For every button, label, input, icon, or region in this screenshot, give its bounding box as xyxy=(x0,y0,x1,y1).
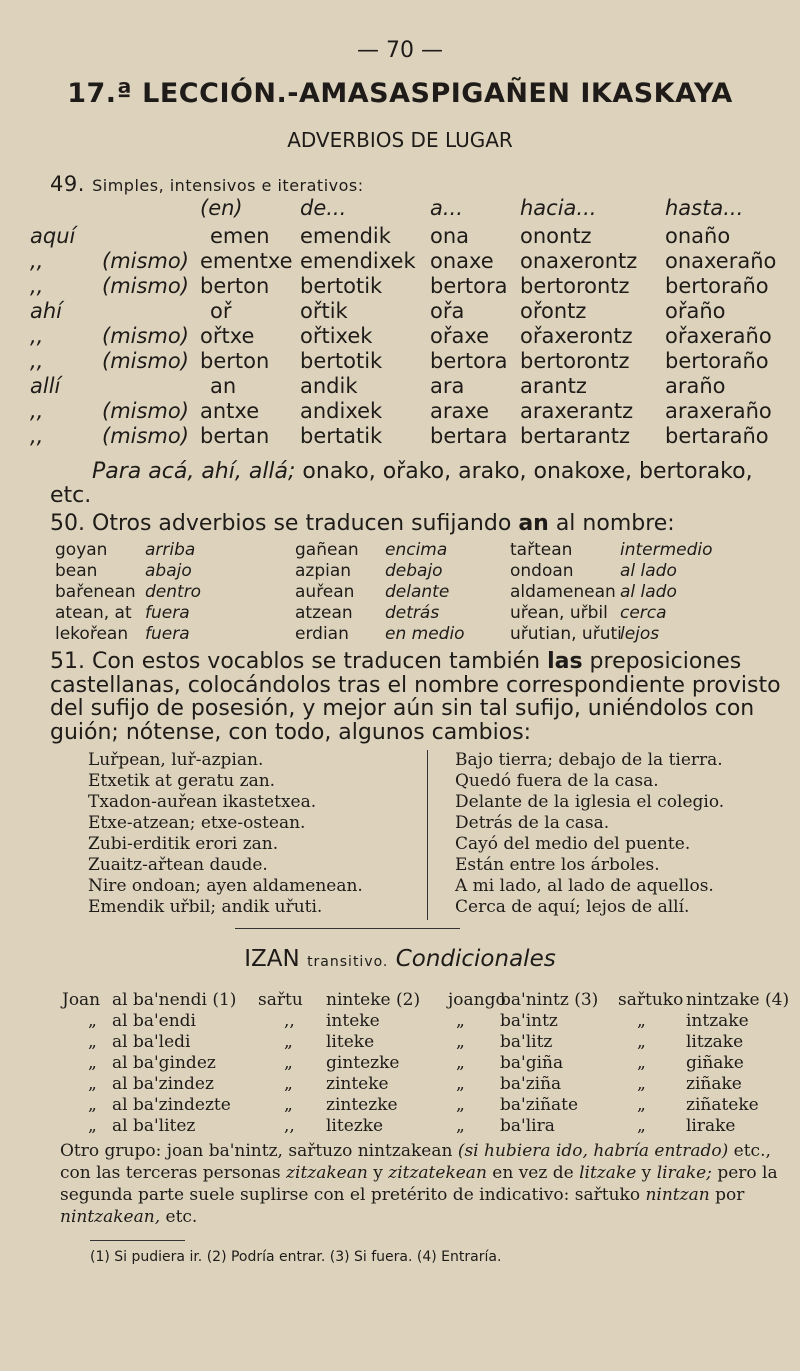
adverb-cell: bertorontz xyxy=(520,349,630,373)
note-italic: nintzakean, xyxy=(60,1207,161,1227)
adverb-cell: bertoraño xyxy=(665,349,769,373)
glossary-spanish: encima xyxy=(385,540,448,560)
conjugation-cell: „ xyxy=(88,1032,97,1052)
header-cell: (en) xyxy=(200,196,243,220)
conjugation-cell: al ba'gindez xyxy=(112,1053,216,1073)
conjugation-cell: al ba'nendi (1) xyxy=(112,990,237,1010)
adverb-cell: ořaxe xyxy=(430,324,490,348)
adverb-qualifier: (mismo) xyxy=(102,349,189,373)
conjugation-cell: gintezke xyxy=(326,1053,400,1073)
conjugation-cell: ba'giña xyxy=(500,1053,564,1073)
conjugation-cell: ziñateke xyxy=(686,1095,759,1115)
note-text: en vez de xyxy=(486,1163,580,1183)
adverb-cell: onaxe xyxy=(430,249,494,273)
adverb-location-label: ahí xyxy=(30,299,63,323)
conjugation-cell: litezke xyxy=(326,1116,384,1136)
conjugation-cell: „ xyxy=(637,1074,646,1094)
adverb-row xyxy=(30,324,790,349)
glossary-spanish: en medio xyxy=(385,624,465,644)
adverb-cell: berton xyxy=(200,274,270,298)
conjugation-cell: „ xyxy=(637,1116,646,1136)
glossary-basque: goyan xyxy=(55,540,108,560)
adverb-qualifier: (mismo) xyxy=(102,274,189,298)
adverb-cell: ořontz xyxy=(520,299,587,323)
adverb-cell: emendixek xyxy=(300,249,416,273)
adverb-cell: antxe xyxy=(200,399,260,423)
adverb-row xyxy=(30,249,790,274)
lesson-title: 17.ª LECCIÓN.-AMASASPIGAÑEN IKASKAYA xyxy=(67,78,733,109)
conjugation-cell: „ xyxy=(88,1011,97,1031)
izan-italic: Condicionales xyxy=(395,946,556,972)
glossary-basque: lekořean xyxy=(55,624,129,644)
footnote-rule xyxy=(90,1240,185,1241)
adverb-cell: bertatik xyxy=(300,424,383,448)
conjugation-cell: „ xyxy=(637,1095,646,1115)
note-italic: lirake; xyxy=(656,1163,712,1183)
section-divider xyxy=(235,928,460,929)
glossary-basque: aldamenean xyxy=(510,582,616,602)
adverb-cell: ořtixek xyxy=(300,324,373,348)
conjugation-cell: ninteke (2) xyxy=(326,990,421,1010)
page-number: — 70 — xyxy=(357,38,443,63)
adverb-cell: arantz xyxy=(520,374,587,398)
example-spanish: Cerca de aquí; lejos de allí. xyxy=(455,897,690,917)
adverb-location-label: ,, xyxy=(30,324,44,348)
conjugation-cell: sařtu xyxy=(258,990,303,1010)
adverb-qualifier: (mismo) xyxy=(102,424,189,448)
conjugation-cell: ba'lira xyxy=(500,1116,555,1136)
example-spanish: Quedó fuera de la casa. xyxy=(455,771,659,791)
izan-word: IZAN xyxy=(244,946,300,972)
example-basque: Etxe-atzean; etxe-ostean. xyxy=(88,813,306,833)
example-basque: Zubi-erditik erori zan. xyxy=(88,834,279,854)
glossary-spanish: intermedio xyxy=(620,540,713,560)
adverb-cell: araxeraño xyxy=(665,399,772,423)
section-50-bold: an xyxy=(518,511,549,536)
conjugation-cell: „ xyxy=(637,1053,646,1073)
adverb-cell: oř xyxy=(210,299,232,323)
section-51-paragraph xyxy=(50,650,795,744)
section-50-paragraph xyxy=(50,512,795,536)
adverb-qualifier: (mismo) xyxy=(102,324,189,348)
conjugation-cell: „ xyxy=(456,1074,465,1094)
adverb-cell: araxe xyxy=(430,399,490,423)
conjugation-cell: „ xyxy=(456,1032,465,1052)
glossary-basque: gañean xyxy=(295,540,359,560)
note-text: por xyxy=(709,1185,745,1205)
adverb-cell: ořtxe xyxy=(200,324,255,348)
adverb-location-label: ,, xyxy=(30,274,44,298)
adverb-cell: emendik xyxy=(300,224,391,248)
conjugation-cell: „ xyxy=(284,1053,293,1073)
examples-divider xyxy=(427,750,428,920)
section-49-number: 49. xyxy=(50,172,85,196)
note-paragraph xyxy=(60,1140,800,1228)
adverb-cell: ořa xyxy=(430,299,465,323)
adverb-cell: ona xyxy=(430,224,470,248)
adverb-row xyxy=(30,299,790,324)
conjugation-cell: „ xyxy=(637,1011,646,1031)
note-text: y xyxy=(367,1163,389,1183)
conjugation-cell: „ xyxy=(456,1011,465,1031)
glossary-basque: uřean, uřbil xyxy=(510,603,608,623)
adverb-cell: bertora xyxy=(430,349,508,373)
adverb-cell: ořtik xyxy=(300,299,348,323)
conjugation-cell: „ xyxy=(88,1074,97,1094)
conjugation-cell: al ba'zindezte xyxy=(112,1095,231,1115)
conjugation-cell: Joan xyxy=(62,990,101,1010)
adverb-row xyxy=(30,349,790,374)
section-50-number: 50. xyxy=(50,511,85,536)
conjugation-cell: „ xyxy=(88,1053,97,1073)
conjugation-cell: ba'ziñate xyxy=(500,1095,579,1115)
adverb-qualifier: (mismo) xyxy=(102,249,189,273)
adverb-cell: andixek xyxy=(300,399,383,423)
conjugation-cell: ba'nintz (3) xyxy=(500,990,599,1010)
adverb-cell: ořaxerontz xyxy=(520,324,633,348)
conjugation-cell: „ xyxy=(456,1053,465,1073)
adverb-qualifier: (mismo) xyxy=(102,399,189,423)
adverb-cell: onaxeraño xyxy=(665,249,777,273)
glossary-basque: atzean xyxy=(295,603,353,623)
glossary-spanish: lejos xyxy=(620,624,660,644)
conjugation-cell: ,, xyxy=(284,1116,295,1136)
example-spanish: Cayó del medio del puente. xyxy=(455,834,691,854)
para-aca-paragraph xyxy=(50,460,795,507)
conjugation-cell: „ xyxy=(88,1095,97,1115)
adverb-location-label: aquí xyxy=(30,224,76,248)
conjugation-cell: al ba'zindez xyxy=(112,1074,214,1094)
example-spanish: Están entre los árboles. xyxy=(455,855,660,875)
section-51-text-before: Con estos vocablos se traducen también xyxy=(92,649,541,674)
section-49-heading xyxy=(50,172,364,196)
note-text: Otro grupo: joan ba'nintz, sařtuzo nintzakean xyxy=(60,1141,458,1161)
adverb-row xyxy=(30,424,790,449)
adverb-cell: bertoraño xyxy=(665,274,769,298)
adverb-location-label: ,, xyxy=(30,424,44,448)
section-51-text-after: preposiciones castellanas, colocándolos tras el nombre correspondiente provisto del sufijo de posesión, y mejor aún sin tal sufijo, uniéndolos con guión; nótense, con todo, algunos cambios: xyxy=(50,649,781,745)
example-basque: Txadon-auřean ikastetxea. xyxy=(88,792,317,812)
glossary-spanish: debajo xyxy=(385,561,443,581)
izan-small: transitivo. xyxy=(307,954,389,970)
glossary-basque: atean, at xyxy=(55,603,132,623)
conjugation-cell: al ba'ledi xyxy=(112,1032,191,1052)
example-basque: Emendik uřbil; andik uřuti. xyxy=(88,897,323,917)
glossary-basque: bařenean xyxy=(55,582,136,602)
glossary-spanish: al lado xyxy=(620,582,677,602)
section-50-text-after: al nombre: xyxy=(555,511,675,536)
conjugation-cell: intzake xyxy=(686,1011,749,1031)
example-basque: Nire ondoan; ayen aldamenean. xyxy=(88,876,363,896)
glossary-spanish: fuera xyxy=(145,624,190,644)
adverb-location-label: allí xyxy=(30,374,61,398)
conjugation-cell: ba'ziña xyxy=(500,1074,562,1094)
adverb-cell: emen xyxy=(210,224,270,248)
conjugation-cell: „ xyxy=(456,1095,465,1115)
adverb-cell: onaño xyxy=(665,224,731,248)
adverb-cell: bertarantz xyxy=(520,424,631,448)
conjugation-cell: liteke xyxy=(326,1032,375,1052)
adverb-cell: onontz xyxy=(520,224,592,248)
note-text: pero la segunda parte suele suplirse con el pretérito de indicativo: sařtuko xyxy=(60,1163,778,1205)
adverb-location-label: ,, xyxy=(30,249,44,273)
example-spanish: Detrás de la casa. xyxy=(455,813,610,833)
conjugation-cell: joango xyxy=(448,990,506,1010)
adverb-cell: bertora xyxy=(430,274,508,298)
conjugation-cell: inteke xyxy=(326,1011,380,1031)
adverb-cell: bertotik xyxy=(300,349,383,373)
conjugation-cell: „ xyxy=(456,1116,465,1136)
example-spanish: Bajo tierra; debajo de la tierra. xyxy=(455,750,723,770)
glossary-spanish: arriba xyxy=(145,540,196,560)
note-italic: zitzakean xyxy=(286,1163,368,1183)
adverb-cell: ara xyxy=(430,374,465,398)
note-text: etc., con las terceras personas xyxy=(60,1141,771,1183)
conjugation-cell: „ xyxy=(284,1032,293,1052)
glossary-spanish: detrás xyxy=(385,603,440,623)
glossary-basque: auřean xyxy=(295,582,355,602)
conjugation-cell: al ba'litez xyxy=(112,1116,196,1136)
glossary-spanish: dentro xyxy=(145,582,202,602)
footnotes: (1) Si pudiera ir. (2) Podría entrar. (3) Si fuera. (4) Entraría. xyxy=(90,1249,502,1265)
example-spanish: A mi lado, al lado de aquellos. xyxy=(455,876,714,896)
conjugation-cell: „ xyxy=(284,1095,293,1115)
conjugation-cell: lirake xyxy=(686,1116,736,1136)
adverb-cell: bertara xyxy=(430,424,508,448)
conjugation-cell: „ xyxy=(88,1116,97,1136)
example-basque: Zuaitz-ařtean daude. xyxy=(88,855,268,875)
para-aca-italic: Para acá, ahí, allá; xyxy=(92,459,296,484)
adverb-cell: bertaraño xyxy=(665,424,769,448)
conjugation-cell: ,, xyxy=(284,1011,295,1031)
conjugation-cell: al ba'endi xyxy=(112,1011,196,1031)
adverb-cell: onaxerontz xyxy=(520,249,638,273)
conjugation-cell: „ xyxy=(284,1074,293,1094)
conjugation-cell: „ xyxy=(637,1032,646,1052)
conjugation-cell: litzake xyxy=(686,1032,744,1052)
glossary-basque: bean xyxy=(55,561,98,581)
header-cell: hacia... xyxy=(520,196,597,220)
glossary-basque: uřutian, uřuti xyxy=(510,624,622,644)
note-italic: litzake xyxy=(579,1163,637,1183)
glossary-basque: ondoan xyxy=(510,561,574,581)
adverb-cell: berton xyxy=(200,349,270,373)
section-50-text-before: Otros adverbios se traducen sufijando xyxy=(92,511,512,536)
glossary-basque: erdian xyxy=(295,624,349,644)
adverb-location-label: ,, xyxy=(30,399,44,423)
example-basque: Etxetik at geratu zan. xyxy=(88,771,276,791)
glossary-spanish: al lado xyxy=(620,561,677,581)
conjugation-cell: nintzake (4) xyxy=(686,990,790,1010)
note-text: etc. xyxy=(160,1207,198,1227)
note-italic: zitzatekean xyxy=(388,1163,487,1183)
adverb-cell: araño xyxy=(665,374,726,398)
conjugation-cell: ba'litz xyxy=(500,1032,553,1052)
adverb-cell: araxerantz xyxy=(520,399,634,423)
conjugation-cell: ba'intz xyxy=(500,1011,558,1031)
glossary-spanish: cerca xyxy=(620,603,667,623)
glossary-spanish: abajo xyxy=(145,561,192,581)
section-49-text: Simples, intensivos e iterativos: xyxy=(92,176,364,195)
note-text: y xyxy=(636,1163,657,1183)
adverb-location-label: ,, xyxy=(30,349,44,373)
conjugation-cell: zinteke xyxy=(326,1074,389,1094)
adverb-cell: bertotik xyxy=(300,274,383,298)
note-italic: nintzan xyxy=(645,1185,710,1205)
section-51-bold: las xyxy=(547,649,583,674)
conjugation-cell: ziñake xyxy=(686,1074,742,1094)
adverb-cell: an xyxy=(210,374,237,398)
izan-heading xyxy=(0,946,800,972)
example-basque: Luřpean, luř-azpian. xyxy=(88,750,264,770)
note-italic: (si hubiera ido, habría entrado) xyxy=(457,1141,729,1161)
conjugation-cell: giñake xyxy=(686,1053,744,1073)
adverb-cell: andik xyxy=(300,374,358,398)
para-aca-rest: onako, ořako, arako, onakoxe, bertorako, etc. xyxy=(50,459,753,508)
adverb-cell: ořaxeraño xyxy=(665,324,772,348)
conjugation-cell: sařtuko xyxy=(618,990,684,1010)
glossary-basque: tařtean xyxy=(510,540,573,560)
header-cell: de... xyxy=(300,196,347,220)
header-cell: hasta... xyxy=(665,196,744,220)
adverb-row xyxy=(30,224,790,249)
adverb-row xyxy=(30,399,790,424)
adverb-cell: ementxe xyxy=(200,249,293,273)
adverb-cell: bertan xyxy=(200,424,270,448)
adverb-row xyxy=(30,274,790,299)
conjugation-cell: zintezke xyxy=(326,1095,398,1115)
header-cell: a... xyxy=(430,196,463,220)
lesson-subtitle: ADVERBIOS DE LUGAR xyxy=(287,128,513,152)
glossary-basque: azpian xyxy=(295,561,352,581)
glossary-spanish: delante xyxy=(385,582,450,602)
adverb-cell: ořaño xyxy=(665,299,726,323)
adverb-row xyxy=(30,374,790,399)
adverb-cell: bertorontz xyxy=(520,274,630,298)
example-spanish: Delante de la iglesia el colegio. xyxy=(455,792,725,812)
glossary-spanish: fuera xyxy=(145,603,190,623)
section-51-number: 51. xyxy=(50,649,85,674)
